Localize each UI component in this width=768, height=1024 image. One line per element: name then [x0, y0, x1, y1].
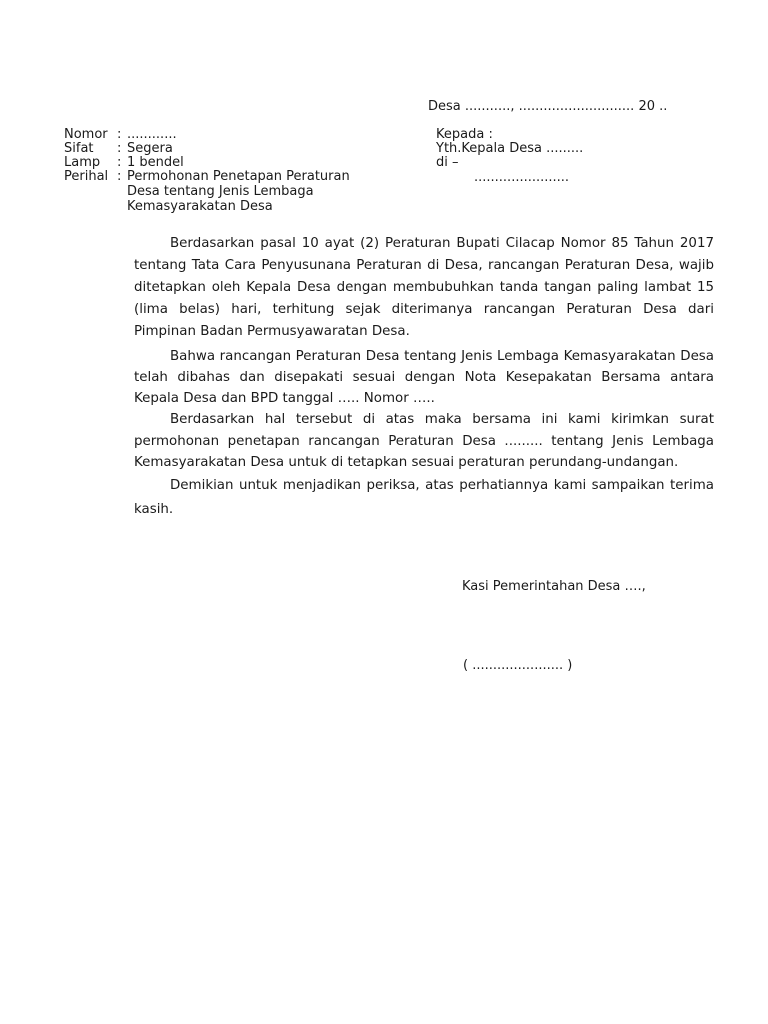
place-date: Desa ..........., ............................ 20 ..	[428, 99, 668, 114]
meta-nomor-value: ............	[127, 127, 177, 142]
meta-colon: :	[117, 169, 122, 184]
signature-name: ( ...................... )	[463, 658, 573, 673]
meta-colon: :	[117, 141, 122, 156]
body-paragraph-4: Demikian untuk menjadikan periksa, atas perhatiannya kami sampaikan terima kasih.	[134, 477, 714, 517]
meta-perihal-line-1: Permohonan Penetapan Peraturan	[127, 169, 350, 184]
recipient-di: di –	[436, 155, 459, 170]
recipient-yth: Yth.Kepala Desa .........	[436, 141, 584, 156]
body-paragraph-2: Bahwa rancangan Peraturan Desa tentang Jenis Lembaga Kemasyarakatan Desa telah dibahas dan disepakati sesuai dengan Nota Kesepakatan Bersama antara Kepala Desa dan BPD tanggal ….. Nomor …..	[134, 349, 714, 406]
signature-title: Kasi Pemerintahan Desa ….,	[462, 579, 646, 594]
body-paragraph-3: Berdasarkan hal tersebut di atas maka bersama ini kami kirimkan surat permohonan penetapan rancangan Peraturan Desa ......... tentang Jenis Lembaga Kemasyarakatan Desa untuk di tetapkan sesuai peraturan perundang-undangan.	[134, 412, 714, 470]
meta-perihal-label: Perihal	[64, 169, 109, 184]
letter-body	[134, 233, 714, 522]
meta-colon: :	[117, 155, 122, 170]
meta-lamp-value: 1 bendel	[127, 155, 184, 170]
meta-perihal-line-2: Desa tentang Jenis Lembaga	[127, 184, 314, 199]
meta-nomor-label: Nomor	[64, 127, 108, 142]
meta-sifat-value: Segera	[127, 141, 173, 156]
meta-sifat-label: Sifat	[64, 141, 94, 156]
body-paragraph-1: Berdasarkan pasal 10 ayat (2) Peraturan Bupati Cilacap Nomor 85 Tahun 2017 tentang Tata Cara Penyusunana Peraturan di Desa, rancangan Peraturan Desa, wajib ditetapkan oleh Kepala Desa dengan membubuhkan tanda tangan paling lambat 15 (lima belas) hari, terhitung sejak diterimanya rancangan Peraturan Desa dari Pimpinan Badan Permusyawaratan Desa.	[134, 236, 714, 339]
recipient-place: .......................	[474, 170, 570, 185]
meta-perihal-line-3: Kemasyarakatan Desa	[127, 199, 273, 214]
recipient-kepada: Kepada :	[436, 127, 493, 142]
meta-colon: :	[117, 127, 122, 142]
meta-lamp-label: Lamp	[64, 155, 101, 170]
